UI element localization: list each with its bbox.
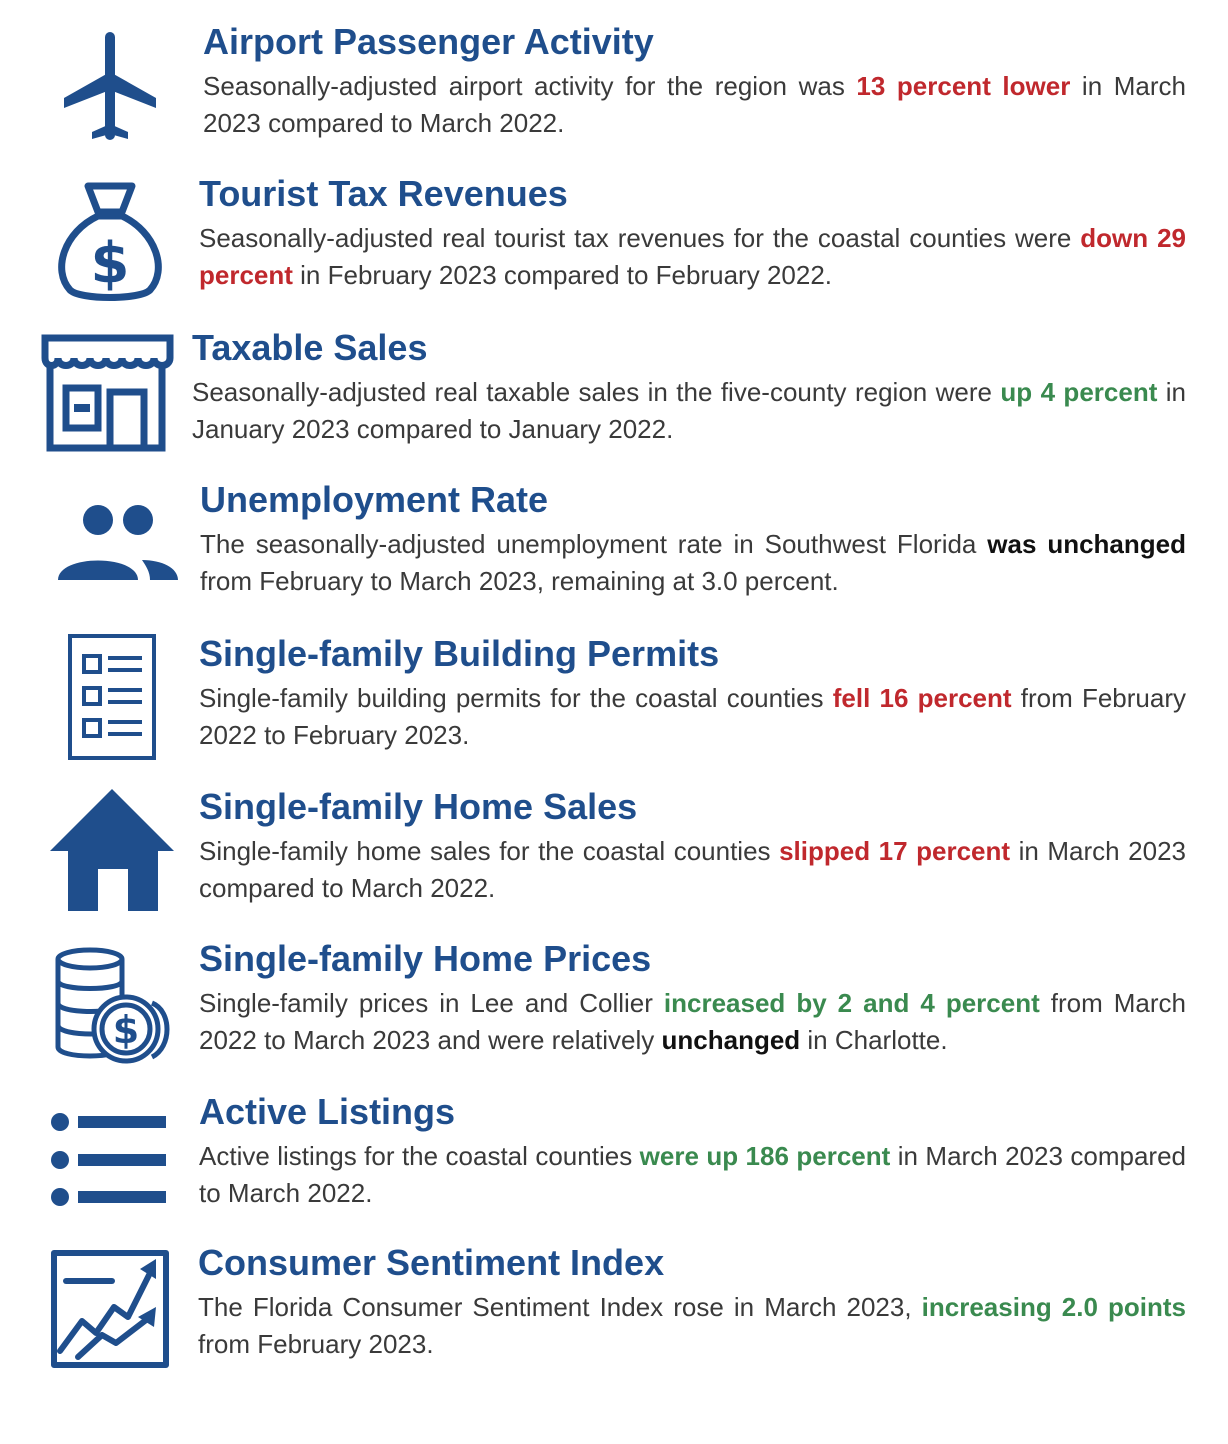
indicator-title: Unemployment Rate xyxy=(200,479,549,520)
indicator-taxable-sales xyxy=(0,326,1228,476)
indicator-title: Active Listings xyxy=(199,1091,456,1132)
indicator-title: Single-family Home Sales xyxy=(199,786,638,827)
indicator-consumer-sentiment xyxy=(0,1241,1228,1391)
airplane-icon xyxy=(40,20,180,160)
chart-trend-icon xyxy=(40,1241,180,1381)
indicator-description: The Florida Consumer Sentiment Index rose in March 2023, increasing 2.0 points from February 2023. xyxy=(198,1292,1186,1359)
indicator-title: Single-family Home Prices xyxy=(199,938,652,979)
indicator-airport xyxy=(0,20,1228,170)
indicator-description: Active listings for the coastal counties were up 186 percent in March 2023 compared to March 2022. xyxy=(199,1141,1186,1208)
indicator-description: Seasonally-adjusted real tourist tax revenues for the coastal counties were down 29 percent in February 2023 compared to February 2022. xyxy=(199,223,1186,290)
money-bag-icon xyxy=(40,172,180,312)
people-icon xyxy=(40,478,180,618)
indicator-home-prices xyxy=(0,937,1228,1087)
indicator-title: Taxable Sales xyxy=(192,327,428,368)
indicator-description: Single-family building permits for the coastal counties fell 16 percent from February 2022 to February 2023. xyxy=(199,683,1186,750)
indicator-title: Consumer Sentiment Index xyxy=(198,1242,665,1283)
indicator-tourist-tax xyxy=(0,172,1228,322)
indicator-description: Single-family home sales for the coastal counties slipped 17 percent in March 2023 compared to March 2022. xyxy=(199,836,1186,903)
indicator-description: Seasonally-adjusted real taxable sales in the five-county region were up 4 percent in January 2023 compared to January 2022. xyxy=(192,377,1186,444)
indicator-building-permits xyxy=(0,632,1228,782)
indicator-title: Airport Passenger Activity xyxy=(203,21,654,62)
indicator-unemployment xyxy=(0,478,1228,628)
storefront-icon xyxy=(40,326,180,466)
svg-text:$: $ xyxy=(112,1008,140,1052)
svg-text:$: $ xyxy=(90,231,130,296)
indicator-description: Seasonally-adjusted airport activity for the region was 13 percent lower in March 2023 compared to March 2022. xyxy=(203,71,1186,138)
indicator-home-sales xyxy=(0,785,1228,935)
indicator-description: The seasonally-adjusted unemployment rate in Southwest Florida was unchanged from February to March 2023, remaining at 3.0 percent. xyxy=(200,529,1186,596)
indicator-title: Single-family Building Permits xyxy=(199,633,720,674)
indicator-active-listings xyxy=(0,1090,1228,1240)
house-icon xyxy=(40,785,180,925)
list-icon xyxy=(40,1090,180,1230)
indicator-description: Single-family prices in Lee and Collier increased by 2 and 4 percent from March 2022 to March 2023 and were relatively unchanged in Charlotte. xyxy=(199,988,1186,1055)
checklist-document-icon xyxy=(40,632,180,772)
indicator-title: Tourist Tax Revenues xyxy=(199,173,568,214)
coins-icon xyxy=(40,937,180,1077)
